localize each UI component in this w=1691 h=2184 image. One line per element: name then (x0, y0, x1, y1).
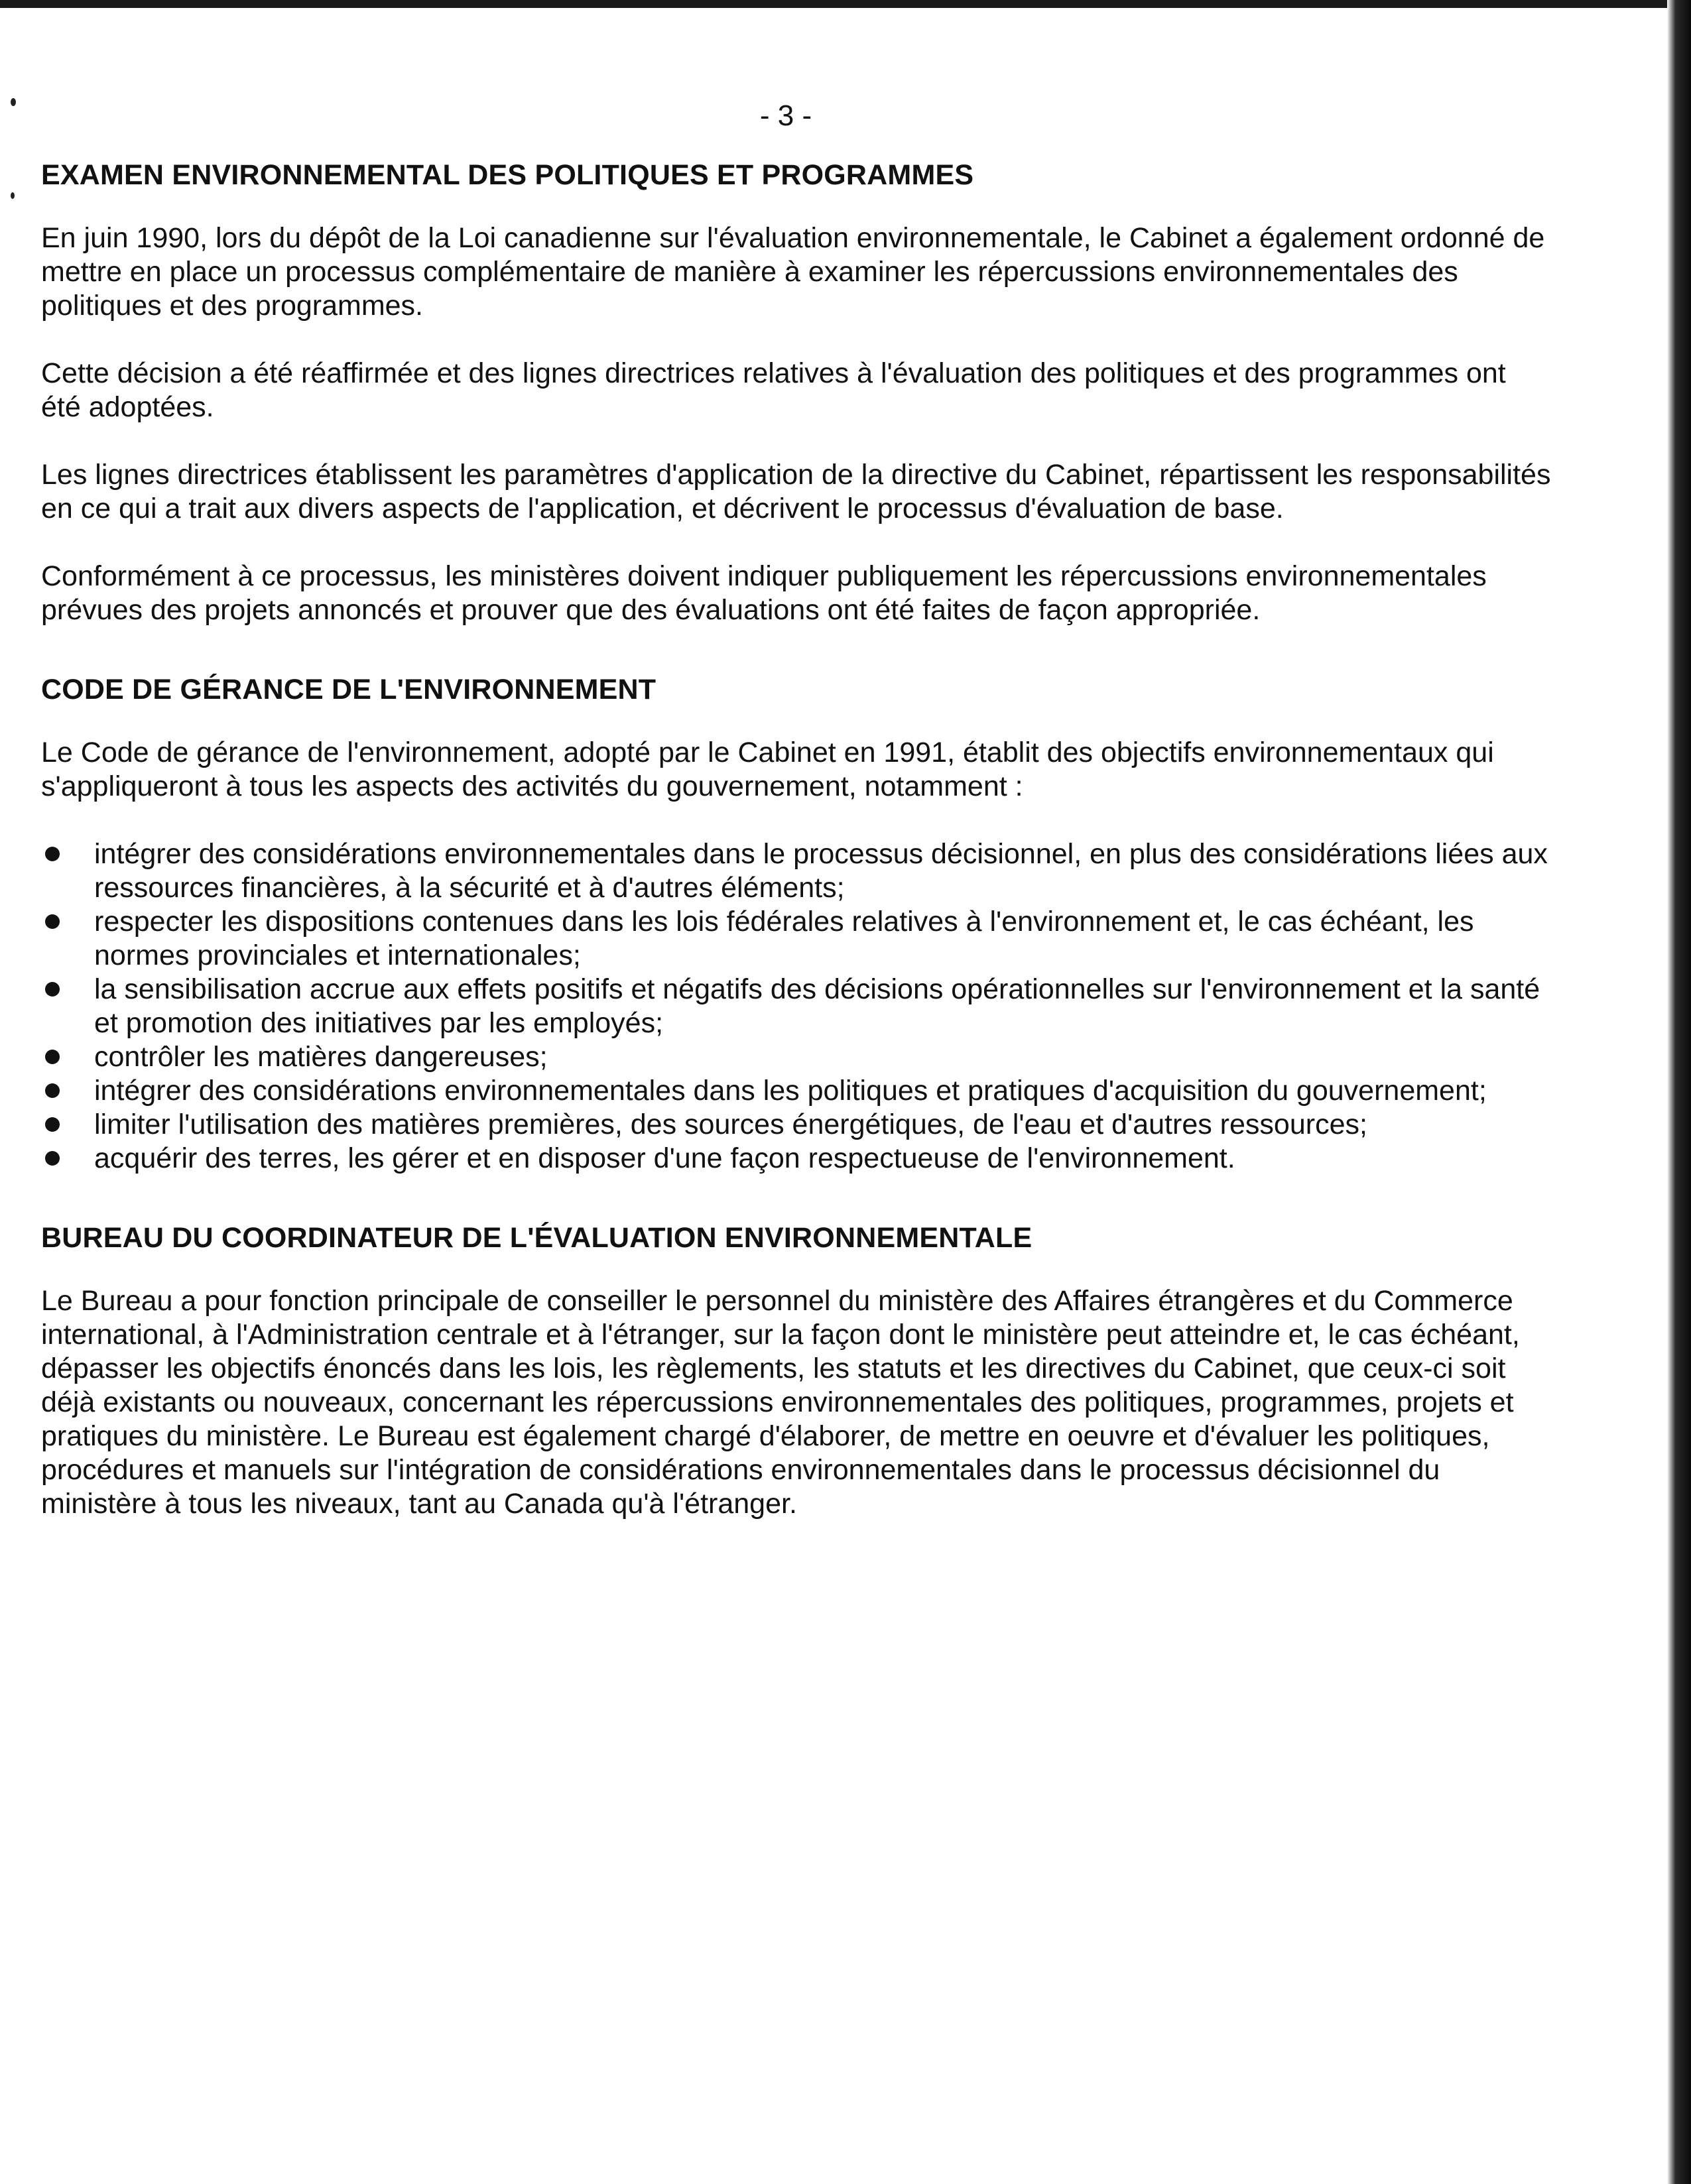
scan-top-edge (0, 0, 1691, 8)
paragraph: En juin 1990, lors du dépôt de la Loi canadienne sur l'évaluation environnementale, le Cabinet a également ordonné de mettre en place un processus complémentaire de manière à examiner les répercussions environnementales des politiques et des programmes. (41, 222, 1545, 322)
list-item (41, 837, 1553, 905)
bullet-dot (45, 914, 60, 929)
objectives-list (41, 837, 1553, 1176)
paragraph: Cette décision a été réaffirmée et des lignes directrices relatives à l'évaluation des politiques et des programmes ont été adoptées. (41, 357, 1506, 423)
list-item (41, 1142, 1553, 1176)
scan-right-edge (1667, 0, 1691, 2184)
section-heading: CODE DE GÉRANCE DE L'ENVIRONNEMENT (41, 674, 657, 705)
document-body (41, 159, 1553, 1567)
list-item-text: acquérir des terres, les gérer et en disposer d'une façon respectueuse de l'environnement. (94, 1142, 1235, 1174)
section-stewardship-code (41, 674, 1553, 1176)
section-policy-review (41, 159, 1553, 627)
bullet-dot (45, 1050, 60, 1064)
scan-speck (11, 192, 15, 199)
section-heading: BUREAU DU COORDINATEUR DE L'ÉVALUATION ENVIRONNEMENTALE (41, 1222, 1033, 1254)
list-item-text: la sensibilisation accrue aux effets positifs et négatifs des décisions opérationnelles sur l'environnement et la santé et promotion des initiatives par les employés; (94, 973, 1540, 1039)
bullet-dot (45, 1117, 60, 1132)
bullet-dot (45, 847, 60, 861)
bullet-dot (45, 1083, 60, 1098)
bullet-dot (45, 1151, 60, 1166)
list-item-text: limiter l'utilisation des matières premières, des sources énergétiques, de l'eau et d'autres ressources; (94, 1109, 1367, 1140)
paragraph: Les lignes directrices établissent les paramètres d'application de la directive du Cabinet, répartissent les responsabilités en ce qui a trait aux divers aspects de l'application, et décrivent le processus d'évaluation de base. (41, 459, 1551, 524)
list-item-text: intégrer des considérations environnementales dans les politiques et pratiques d'acquisition du gouvernement; (94, 1075, 1487, 1107)
list-item-text: respecter les dispositions contenues dans les lois fédérales relatives à l'environnement et, le cas échéant, les normes provinciales et internationales; (94, 906, 1474, 971)
list-item-text: intégrer des considérations environnementales dans le processus décisionnel, en plus des considérations liées aux ressources financières, à la sécurité et à d'autres éléments; (94, 838, 1548, 904)
page-number: - 3 - (759, 99, 812, 132)
list-item (41, 1040, 1553, 1074)
paragraph: Conformément à ce processus, les ministères doivent indiquer publiquement les répercussions environnementales prévues des projets annoncés et prouver que des évaluations ont été faites de façon appropriée. (41, 560, 1487, 626)
section-heading: EXAMEN ENVIRONNEMENTAL DES POLITIQUES ET PROGRAMMES (41, 159, 974, 191)
list-item (41, 905, 1553, 973)
list-item (41, 1074, 1553, 1108)
list-item-text: contrôler les matières dangereuses; (94, 1041, 548, 1073)
bullet-dot (45, 982, 60, 997)
list-item (41, 973, 1553, 1040)
list-item (41, 1108, 1553, 1142)
paragraph: Le Bureau a pour fonction principale de conseiller le personnel du ministère des Affaires étrangères et du Commerce international, à l'Administration centrale et à l'étranger, sur la façon dont le ministère peut atteindre et, le cas échéant, dépasser les objectifs énoncés dans les lois, les règlements, les statuts et les directives du Cabinet, que ceux-ci soit déjà existants ou nouveaux, concernant les répercussions environnementales des politiques, programmes, projets et pratiques du ministère. Le Bureau est également chargé d'élaborer, de mettre en oeuvre et d'évaluer les politiques, procédures et manuels sur l'intégration de considérations environnementales dans le processus décisionnel du ministère à tous les niveaux, tant au Canada qu'à l'étranger. (41, 1285, 1520, 1520)
section-coordinator-office (41, 1222, 1553, 1521)
paragraph: Le Code de gérance de l'environnement, adopté par le Cabinet en 1991, établit des objectifs environnementaux qui s'appliqueront à tous les aspects des activités du gouvernement, notamment : (41, 737, 1494, 802)
